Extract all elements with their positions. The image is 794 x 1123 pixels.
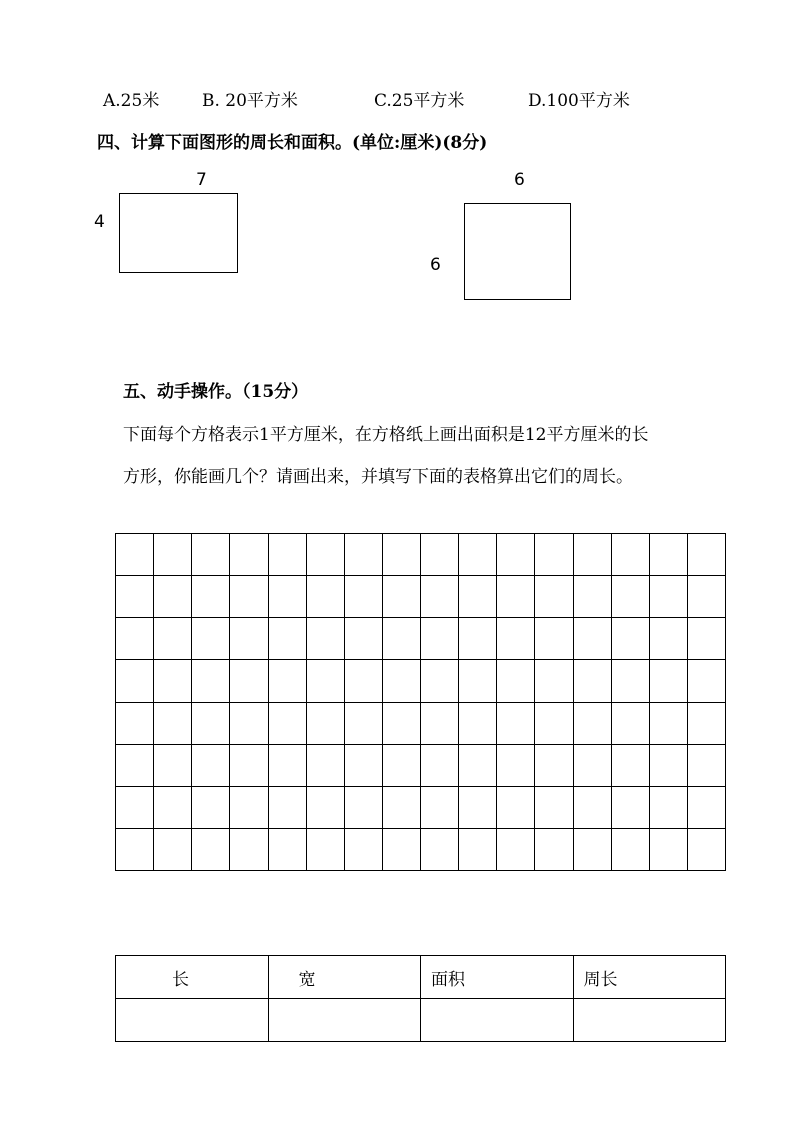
grid-cell[interactable]	[154, 534, 192, 576]
grid-cell[interactable]	[649, 744, 687, 786]
grid-cell[interactable]	[230, 702, 268, 744]
grid-cell[interactable]	[459, 744, 497, 786]
grid-cell[interactable]	[573, 576, 611, 618]
rectangle-length-label: 7	[196, 170, 207, 190]
grid-cell[interactable]	[382, 534, 420, 576]
square-figure	[464, 203, 571, 300]
instruction-line-2: 方形，你能画几个？请画出来，并填写下面的表格算出它们的周长。	[123, 467, 633, 487]
grid-cell[interactable]	[268, 702, 306, 744]
grid-cell[interactable]	[611, 534, 649, 576]
grid-cell[interactable]	[306, 618, 344, 660]
grid-cell[interactable]	[611, 744, 649, 786]
grid-cell[interactable]	[421, 534, 459, 576]
grid-cell[interactable]	[382, 660, 420, 702]
grid-cell[interactable]	[497, 576, 535, 618]
grid-cell[interactable]	[535, 618, 573, 660]
grid-cell[interactable]	[459, 534, 497, 576]
grid-cell[interactable]	[649, 786, 687, 828]
grid-cell[interactable]	[421, 828, 459, 870]
grid-cell[interactable]	[344, 744, 382, 786]
cell-area[interactable]	[421, 999, 574, 1042]
grid-cell[interactable]	[421, 786, 459, 828]
grid-cell[interactable]	[573, 618, 611, 660]
grid-cell[interactable]	[535, 660, 573, 702]
grid-cell[interactable]	[421, 744, 459, 786]
grid-cell[interactable]	[116, 744, 154, 786]
grid-cell[interactable]	[192, 534, 230, 576]
grid-cell[interactable]	[421, 618, 459, 660]
grid-row	[116, 828, 726, 870]
grid-cell[interactable]	[306, 828, 344, 870]
grid-cell[interactable]	[459, 702, 497, 744]
grid-cell[interactable]	[230, 534, 268, 576]
grid-cell[interactable]	[687, 534, 725, 576]
grid-cell[interactable]	[382, 576, 420, 618]
section5-title: 五、动手操作。（15分）	[123, 382, 309, 402]
cell-width[interactable]	[268, 999, 421, 1042]
grid-cell[interactable]	[497, 618, 535, 660]
rectangle-width-label: 4	[94, 212, 105, 232]
grid-cell[interactable]	[649, 828, 687, 870]
grid-row	[116, 660, 726, 702]
grid-cell[interactable]	[154, 618, 192, 660]
grid-cell[interactable]	[649, 576, 687, 618]
grid-row	[116, 744, 726, 786]
square-side-label: 6	[430, 255, 441, 275]
grid-cell[interactable]	[611, 786, 649, 828]
grid-cell[interactable]	[154, 576, 192, 618]
grid-cell[interactable]	[154, 702, 192, 744]
header-width: 宽	[268, 956, 421, 999]
header-length: 长	[116, 956, 269, 999]
grid-cell[interactable]	[344, 828, 382, 870]
grid-cell[interactable]	[230, 618, 268, 660]
grid-cell[interactable]	[116, 828, 154, 870]
grid-cell[interactable]	[306, 786, 344, 828]
grid-cell[interactable]	[268, 618, 306, 660]
grid-cell[interactable]	[611, 660, 649, 702]
grid-cell[interactable]	[268, 660, 306, 702]
grid-row	[116, 618, 726, 660]
grid-cell[interactable]	[230, 576, 268, 618]
grid-cell[interactable]	[116, 534, 154, 576]
grid-cell[interactable]	[268, 576, 306, 618]
grid-cell[interactable]	[535, 744, 573, 786]
instruction-line-1: 下面每个方格表示1平方厘米，在方格纸上画出面积是12平方厘米的长	[123, 425, 649, 445]
grid-cell[interactable]	[192, 702, 230, 744]
grid-cell[interactable]	[230, 660, 268, 702]
grid-cell[interactable]	[611, 618, 649, 660]
grid-cell[interactable]	[497, 786, 535, 828]
grid-cell[interactable]	[382, 828, 420, 870]
grid-row	[116, 786, 726, 828]
grid-cell[interactable]	[497, 534, 535, 576]
grid-cell[interactable]	[116, 618, 154, 660]
grid-row	[116, 534, 726, 576]
grid-cell[interactable]	[306, 744, 344, 786]
grid-cell[interactable]	[306, 534, 344, 576]
option-c: C.25平方米	[374, 91, 465, 111]
grid-cell[interactable]	[344, 618, 382, 660]
grid-cell[interactable]	[116, 786, 154, 828]
grid-cell[interactable]	[535, 786, 573, 828]
grid-cell[interactable]	[573, 828, 611, 870]
grid-cell[interactable]	[230, 828, 268, 870]
grid-cell[interactable]	[382, 702, 420, 744]
grid-row	[116, 576, 726, 618]
grid-cell[interactable]	[611, 828, 649, 870]
grid-cell[interactable]	[649, 702, 687, 744]
grid-cell[interactable]	[459, 828, 497, 870]
grid-cell[interactable]	[535, 828, 573, 870]
grid-cell[interactable]	[687, 828, 725, 870]
grid-cell[interactable]	[116, 702, 154, 744]
grid-cell[interactable]	[497, 744, 535, 786]
grid-cell[interactable]	[306, 660, 344, 702]
grid-cell[interactable]	[306, 702, 344, 744]
grid-cell[interactable]	[687, 744, 725, 786]
grid-cell[interactable]	[154, 786, 192, 828]
grid-cell[interactable]	[687, 786, 725, 828]
grid-cell[interactable]	[421, 576, 459, 618]
grid-cell[interactable]	[344, 534, 382, 576]
grid-cell[interactable]	[687, 576, 725, 618]
header-area: 面积	[421, 956, 574, 999]
cell-perimeter[interactable]	[573, 999, 726, 1042]
rectangle-figure	[119, 193, 238, 273]
grid-cell[interactable]	[154, 660, 192, 702]
grid-cell[interactable]	[382, 744, 420, 786]
grid-cell[interactable]	[687, 660, 725, 702]
grid-cell[interactable]	[497, 828, 535, 870]
grid-cell[interactable]	[497, 660, 535, 702]
grid-cell[interactable]	[344, 702, 382, 744]
grid-cell[interactable]	[459, 660, 497, 702]
grid-cell[interactable]	[649, 534, 687, 576]
grid-cell[interactable]	[306, 576, 344, 618]
table-row	[116, 999, 726, 1042]
grid-cell[interactable]	[192, 828, 230, 870]
grid-cell[interactable]	[192, 744, 230, 786]
grid-cell[interactable]	[535, 534, 573, 576]
grid-cell[interactable]	[230, 786, 268, 828]
grid-cell[interactable]	[382, 618, 420, 660]
grid-cell[interactable]	[192, 618, 230, 660]
grid-cell[interactable]	[573, 534, 611, 576]
grid-cell[interactable]	[573, 702, 611, 744]
grid-cell[interactable]	[268, 786, 306, 828]
grid-cell[interactable]	[535, 702, 573, 744]
grid-cell[interactable]	[687, 702, 725, 744]
grid-cell[interactable]	[154, 828, 192, 870]
option-d: D.100平方米	[528, 91, 630, 111]
grid-cell[interactable]	[649, 618, 687, 660]
grid-cell[interactable]	[154, 744, 192, 786]
grid-cell[interactable]	[459, 576, 497, 618]
grid-cell[interactable]	[268, 828, 306, 870]
grid-cell[interactable]	[573, 744, 611, 786]
grid-cell[interactable]	[687, 618, 725, 660]
option-a: A.25米	[103, 91, 160, 111]
grid-cell[interactable]	[230, 744, 268, 786]
grid-cell[interactable]	[459, 786, 497, 828]
grid-cell[interactable]	[192, 576, 230, 618]
answer-table	[115, 955, 726, 1042]
grid-cell[interactable]	[573, 660, 611, 702]
square-top-label: 6	[514, 170, 525, 190]
option-b: B. 20平方米	[202, 91, 298, 111]
grid-cell[interactable]	[344, 660, 382, 702]
grid-cell[interactable]	[344, 576, 382, 618]
cell-length[interactable]	[116, 999, 269, 1042]
grid-cell[interactable]	[421, 702, 459, 744]
grid-cell[interactable]	[497, 702, 535, 744]
grid-cell[interactable]	[649, 660, 687, 702]
grid-cell[interactable]	[268, 534, 306, 576]
grid-paper[interactable]	[115, 533, 726, 871]
grid-cell[interactable]	[611, 576, 649, 618]
grid-cell[interactable]	[611, 702, 649, 744]
grid-cell[interactable]	[535, 576, 573, 618]
grid-cell[interactable]	[268, 744, 306, 786]
header-perimeter: 周长	[573, 956, 726, 999]
grid-cell[interactable]	[421, 660, 459, 702]
grid-row	[116, 702, 726, 744]
grid-cell[interactable]	[573, 786, 611, 828]
grid-cell[interactable]	[192, 786, 230, 828]
grid-cell[interactable]	[192, 660, 230, 702]
section4-title: 四、计算下面图形的周长和面积。(单位:厘米)(8分)	[97, 133, 488, 153]
grid-cell[interactable]	[116, 576, 154, 618]
grid-cell[interactable]	[344, 786, 382, 828]
grid-cell[interactable]	[382, 786, 420, 828]
grid-cell[interactable]	[116, 660, 154, 702]
grid-cell[interactable]	[459, 618, 497, 660]
